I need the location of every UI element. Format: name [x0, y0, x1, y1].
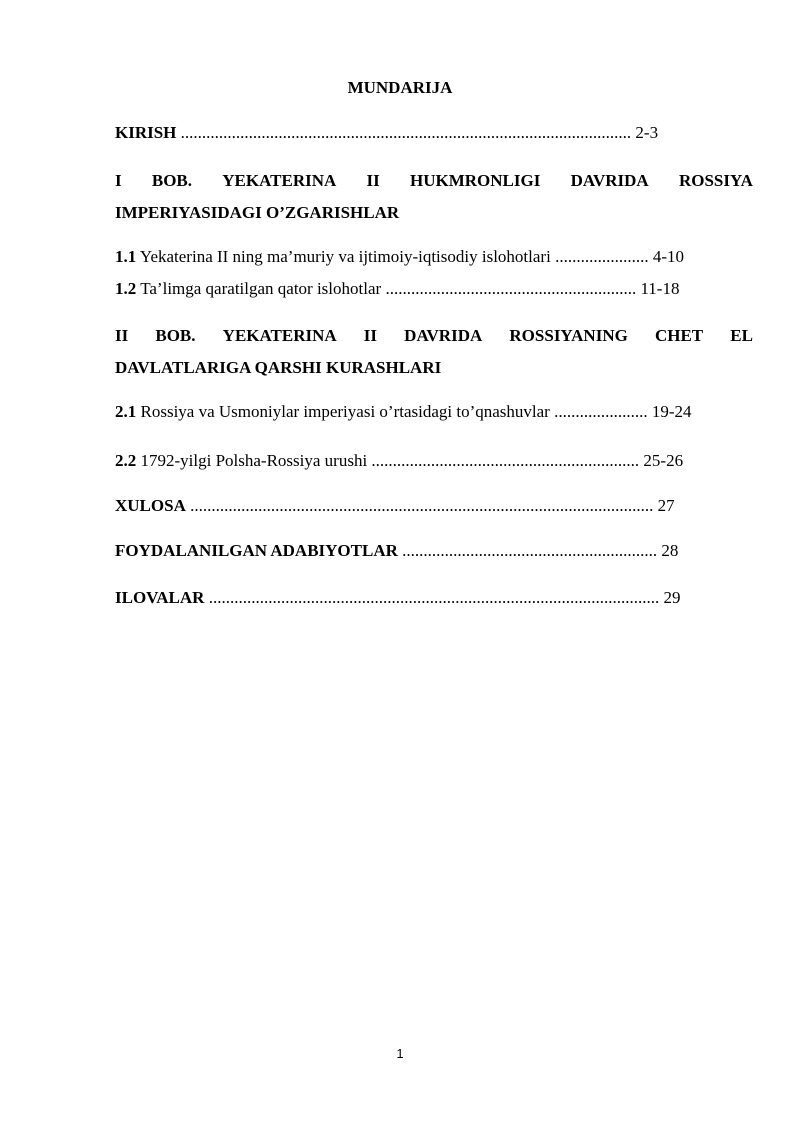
toc-leader-dots: ............................................................	[397, 541, 662, 560]
chapter-word: DAVRIDA	[404, 326, 483, 345]
chapter-word: ROSSIYANING	[509, 326, 628, 345]
toc-chapter-1[interactable]	[115, 170, 753, 224]
chapter-word: BOB.	[155, 326, 196, 345]
chapter-word: II	[363, 326, 378, 345]
toc-section-number: 1.2	[115, 279, 137, 298]
toc-entry-label: KIRISH	[115, 123, 177, 142]
toc-section-title: 1792-yilgi Polsha-Rossiya urushi	[136, 451, 372, 470]
toc-entry-2-1[interactable]	[115, 401, 753, 423]
toc-section-title: Ta’limga qaratilgan qator islohotlar	[136, 279, 386, 298]
toc-chapter-2[interactable]	[115, 325, 753, 379]
toc-page-range: 19-24	[651, 402, 692, 421]
chapter-word: HUKMRONLIGI	[410, 171, 541, 190]
toc-entry-xulosa[interactable]	[115, 495, 753, 517]
toc-leader-dots: ......................	[554, 402, 652, 421]
toc-page-range: 28	[661, 541, 679, 560]
chapter-heading-line	[115, 325, 753, 347]
toc-entry-1-2[interactable]	[115, 278, 753, 300]
toc-section-number: 2.1	[115, 402, 137, 421]
toc-entry-foydalanilgan-adabiyotlar[interactable]	[115, 540, 753, 562]
toc-entry-kirish[interactable]	[115, 122, 753, 144]
page-number: 1	[396, 1046, 404, 1061]
toc-leader-dots: ......................	[555, 247, 653, 266]
toc-section-number: 1.1	[115, 247, 137, 266]
chapter-word: YEKATERINA	[222, 171, 337, 190]
toc-page-range: 25-26	[643, 451, 684, 470]
toc-leader-dots: ...............................................................	[371, 451, 644, 470]
chapter-heading-line	[115, 170, 753, 192]
toc-page-range: 2-3	[635, 123, 659, 142]
chapter-word: CHET	[654, 326, 704, 345]
chapter-word: EL	[730, 326, 753, 345]
toc-entry-1-1[interactable]	[115, 246, 753, 268]
toc-leader-dots: ..........................................................................................................	[204, 588, 664, 607]
toc-entry-label: ILOVALAR	[115, 588, 205, 607]
toc-entry-label: FOYDALANILGAN ADABIYOTLAR	[115, 541, 398, 560]
toc-section-number: 2.2	[115, 451, 137, 470]
toc-entry-ilovalar[interactable]	[115, 587, 753, 609]
chapter-word: II	[366, 171, 380, 190]
chapter-word: II	[115, 326, 129, 345]
toc-page-range: 11-18	[640, 279, 680, 298]
chapter-word: I	[115, 171, 122, 190]
chapter-word: BOB.	[151, 171, 193, 190]
toc-section-title: Yekaterina II ning ma’muriy va ijtimoiy-iqtisodiy islohotlari	[136, 247, 556, 266]
toc-entry-2-2[interactable]	[115, 450, 753, 472]
toc-entry-label: XULOSA	[115, 496, 186, 515]
toc-page-range: 4-10	[652, 247, 684, 266]
chapter-heading-line: DAVLATLARIGA QARSHI KURASHLARI	[115, 358, 442, 377]
chapter-word: DAVRIDA	[570, 171, 649, 190]
chapter-heading-line: IMPERIYASIDAGI O’ZGARISHLAR	[115, 203, 400, 222]
toc-leader-dots: ...........................................................	[385, 279, 641, 298]
toc-leader-dots: ..........................................................................................................	[176, 123, 636, 142]
toc-page-range: 27	[657, 496, 675, 515]
chapter-word: ROSSIYA	[678, 171, 753, 190]
toc-leader-dots: .............................................................................................................	[185, 496, 658, 515]
toc-page-range: 29	[663, 588, 681, 607]
chapter-word: YEKATERINA	[222, 326, 337, 345]
page-title: MUNDARIJA	[347, 78, 453, 97]
toc-section-title: Rossiya va Usmoniylar imperiyasi o’rtasidagi to’qnashuvlar	[136, 402, 555, 421]
